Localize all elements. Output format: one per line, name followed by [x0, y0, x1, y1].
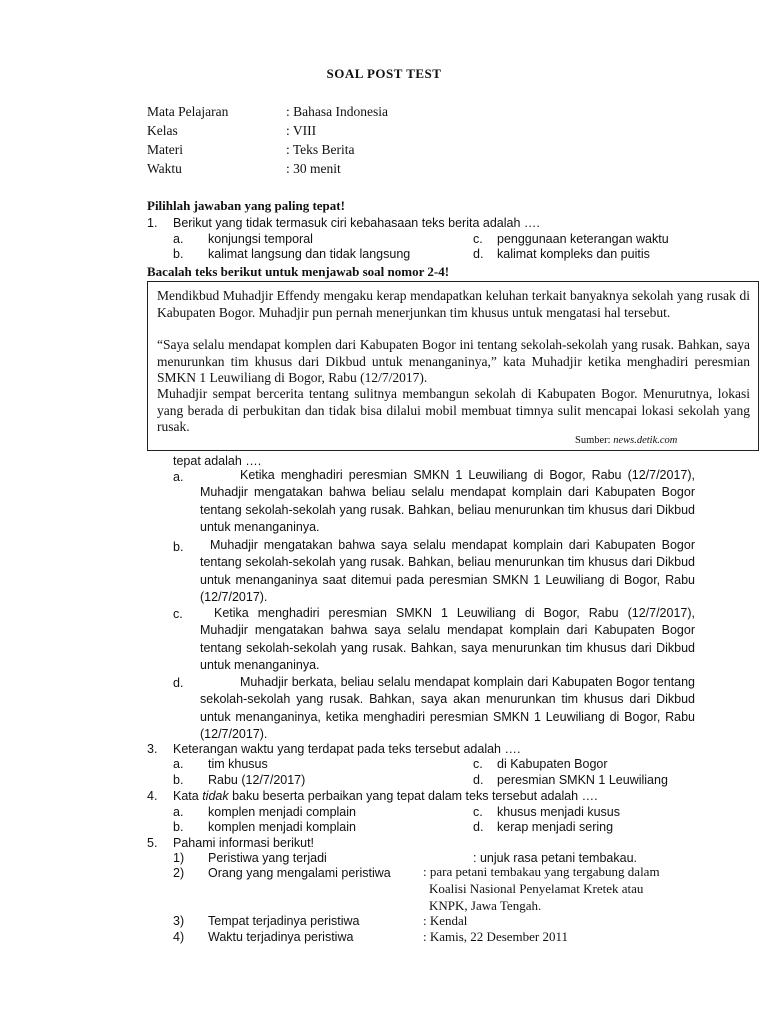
question-4-text: Kata tidak baku beserta perbaikan yang tepat dalam teks tersebut adalah …. — [173, 789, 598, 803]
option-letter: c. — [173, 607, 183, 621]
option-letter: a. — [173, 470, 184, 484]
option-letter: b. — [173, 247, 184, 261]
option-text: kalimat langsung dan tidak langsung — [208, 247, 411, 261]
info-item-number: 2) — [173, 866, 185, 880]
option-letter: b. — [173, 820, 184, 834]
page-title: SOAL POST TEST — [326, 66, 442, 81]
info-item-value: : para petani tembakau yang tergabung dalam — [423, 864, 660, 879]
meta-value: : 30 menit — [286, 161, 341, 176]
passage-source — [575, 435, 677, 446]
meta-key: Kelas — [147, 123, 178, 138]
option-letter: a. — [173, 757, 184, 771]
option-letter: d. — [473, 773, 484, 787]
option-letter: c. — [473, 757, 483, 771]
option-text: penggunaan keterangan waktu — [497, 232, 669, 246]
info-item-label: Orang yang mengalami peristiwa — [208, 866, 391, 880]
option-letter: d. — [473, 820, 484, 834]
info-item-value: : Kendal — [423, 913, 468, 928]
option-text: Muhadjir mengatakan bahwa saya selalu mendapat komplain dari Kabupaten Bogor tentang sekolah-sekolah yang rusak. Bahkan, beliau menurunkan tim khusus dari Dikbud untuk menanganinya saat ditemui pada peresmian SMKN 1 Leuwiliang di Bogor, Rabu (12/7/2017). — [200, 538, 695, 605]
source-value: news.detik.com — [613, 435, 678, 446]
option-letter: b. — [173, 540, 184, 554]
option-letter: c. — [473, 232, 483, 246]
question-3-text: Keterangan waktu yang terdapat pada teks tersebut adalah …. — [173, 742, 521, 756]
question-2-tail: tepat adalah …. — [173, 454, 262, 468]
option-letter: b. — [173, 773, 184, 787]
instruction: Pilihlah jawaban yang paling tepat! — [147, 198, 345, 213]
meta-key: Materi — [147, 142, 183, 157]
option-text: komplen menjadi komplain — [208, 820, 356, 834]
option-text: kerap menjadi sering — [497, 820, 614, 834]
option-text: kalimat kompleks dan puitis — [497, 247, 650, 261]
question-3-number: 3. — [147, 742, 158, 756]
passage-paragraph-3: Muhadjir sempat bercerita tentang sulitnya membangun sekolah di Kabupaten Bogor. Menurutnya, lokasi yang berada di perbukitan dan tidak bisa dilalui mobil membuat timnya sulit mencapai lokasi sekolah yang rusak. — [157, 386, 750, 434]
info-item-value-line-2: Koalisi Nasional Penyelamat Kretek atau — [429, 881, 644, 896]
info-item-label: Peristiwa yang terjadi — [208, 851, 327, 865]
question-5-number: 5. — [147, 836, 158, 850]
option-letter: c. — [473, 805, 483, 819]
option-text: Ketika menghadiri peresmian SMKN 1 Leuwiliang di Bogor, Rabu (12/7/2017), Muhadjir mengatakan bahwa saya selalu mendapat komplain dari Kabupaten Bogor tentang sekolah-sekolah yang rusak. Bahkan, saya menurunkan tim khusus dari Dikbud untuk menanganinya. — [200, 606, 695, 673]
info-item-label: Waktu terjadinya peristiwa — [208, 930, 354, 944]
info-item-value: : Kamis, 22 Desember 2011 — [423, 929, 569, 944]
info-item-number: 3) — [173, 914, 185, 928]
option-text: Ketika menghadiri peresmian SMKN 1 Leuwiliang di Bogor, Rabu (12/7/2017), Muhadjir mengatakan bahwa beliau selalu mendapat komplain dari Kabupaten Bogor tentang sekolah-sekolah yang rusak. Bahkan, beliau menurunkan tim khusus dari Dikbud untuk menanganinya. — [200, 468, 695, 535]
info-item-value: : unjuk rasa petani tembakau. — [473, 851, 637, 865]
option-text: khusus menjadi kusus — [497, 805, 620, 819]
passage-box — [147, 281, 759, 451]
option-text: di Kabupaten Bogor — [497, 757, 608, 771]
option-letter: d. — [173, 676, 184, 690]
source-label: Sumber: — [575, 435, 611, 446]
info-item-number: 1) — [173, 851, 185, 865]
question-1-text: Berikut yang tidak termasuk ciri kebahasaan teks berita adalah …. — [173, 216, 540, 230]
option-letter: a. — [173, 232, 184, 246]
meta-key: Mata Pelajaran — [147, 104, 229, 119]
info-item-value-line-3: KNPK, Jawa Tengah. — [429, 898, 542, 913]
option-text: peresmian SMKN 1 Leuwiliang — [497, 773, 668, 787]
option-letter: a. — [173, 805, 184, 819]
option-text: Rabu (12/7/2017) — [208, 773, 306, 787]
meta-value: : Teks Berita — [286, 142, 355, 157]
option-text: tim khusus — [208, 757, 268, 771]
meta-value: : Bahasa Indonesia — [286, 104, 388, 119]
reading-instruction: Bacalah teks berikut untuk menjawab soal nomor 2-4! — [147, 264, 450, 279]
question-1-number: 1. — [147, 216, 158, 230]
meta-key: Waktu — [147, 161, 182, 176]
info-item-label: Tempat terjadinya peristiwa — [208, 914, 360, 928]
question-5-text: Pahami informasi berikut! — [173, 836, 315, 850]
meta-value: : VIII — [286, 123, 317, 138]
option-text: komplen menjadi complain — [208, 805, 356, 819]
option-text: konjungsi temporal — [208, 232, 313, 246]
option-text: Muhadjir berkata, beliau selalu mendapat komplain dari Kabupaten Bogor tentang sekolah-sekolah yang rusak. Bahkan, saya akan menurunkan tim khusus dari Dikbud untuk menanganinya, ketika menghadiri peresmian SMKN 1 Leuwiliang di Bogor, Rabu (12/7/2017). — [200, 675, 695, 742]
info-item-number: 4) — [173, 930, 185, 944]
passage-paragraph-2: “Saya selalu mendapat komplen dari Kabupaten Bogor ini tentang sekolah-sekolah yang rusak. Bahkan, saya menurunkan tim khusus dari Dikbud untuk menanganinya,” kata Muhadjir ketika menghadiri peresmian SMKN 1 Leuwiliang di Bogor, Rabu (12/7/2017). — [157, 337, 750, 385]
option-letter: d. — [473, 247, 484, 261]
question-4-number: 4. — [147, 789, 158, 803]
passage-paragraph-1: Mendikbud Muhadjir Effendy mengaku kerap mendapatkan keluhan terkait banyaknya sekolah yang rusak di Kabupaten Bogor. Muhadjir pun pernah menerjunkan tim khusus untuk mengatasi hal tersebut. — [157, 288, 750, 320]
